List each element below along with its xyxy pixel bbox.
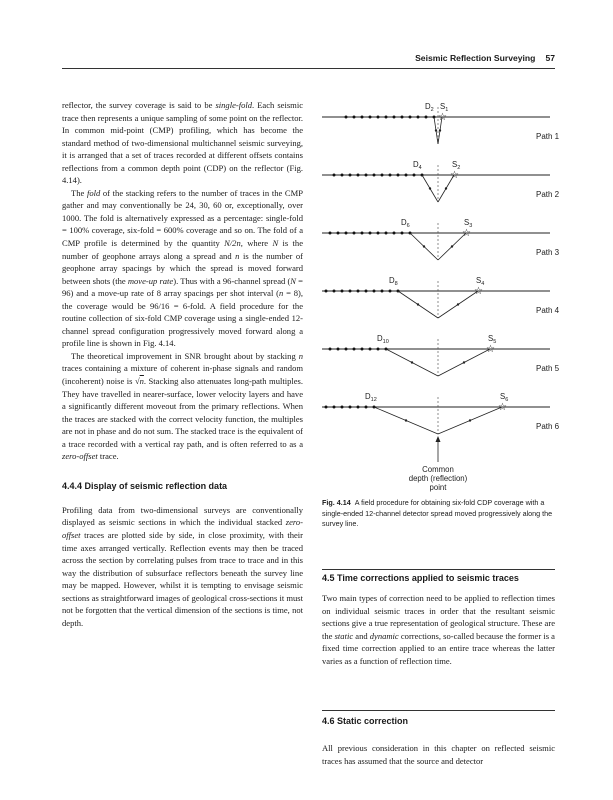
left-column (62, 99, 303, 629)
geophone-dot (401, 232, 404, 235)
section-heading-4-4-4: 4.4.4 Display of seismic reflection data (62, 480, 228, 491)
geophone-dot (357, 174, 360, 177)
geophone-dot (377, 116, 380, 119)
ray-arrow (405, 419, 407, 421)
common-point-label: point (429, 483, 447, 492)
geophone-dot (413, 174, 416, 177)
geophone-dot (373, 290, 376, 293)
source-star-icon: ☆ (486, 344, 495, 355)
detector-subscript: 8 (394, 281, 398, 287)
source-label: $S_4$ (476, 276, 485, 287)
detector-label: $D_{10}$ (377, 334, 389, 345)
detector-subscript: 2 (430, 107, 434, 113)
sqrt-symbol: √ (134, 376, 140, 387)
figure-id: Fig. 4.14 (322, 498, 351, 507)
source-subscript: 3 (469, 223, 473, 229)
page-number: 57 (545, 53, 555, 63)
geophone-dot (337, 348, 340, 351)
ray-arrow (451, 245, 453, 247)
paragraph-1: reflector, the survey coverage is said to be single-fold. Each seismic trace then represents a unique sampling of some point on the reflector. In common mid-point (CMP) profiling, which has become the standard method of two-dimensional multichannel seismic surveying, it is arranged that a set of traces recorded at different offsets contains reflections from a common depth point (CDP) on the reflector (Fig. 4.14). (62, 100, 303, 186)
ray-arrow (457, 303, 459, 305)
geophone-dot (425, 116, 428, 119)
geophone-dot (373, 174, 376, 177)
detector-subscript: 10 (382, 339, 389, 345)
detector-label: $D_4$ (413, 160, 422, 171)
geophone-dot (361, 116, 364, 119)
ray-arrow (429, 187, 431, 189)
source-star-icon: ☆ (474, 286, 483, 297)
paragraph-4-5: Two main types of correction need to be applied to reflection times on individual seismic traces in order that the resultant seismic sections give a true representation of geological structure. These are the static and dynamic corrections, so-called because the former is a fixed time correction applied to an entire trace whereas the latter varies as a function of reflection time. (322, 593, 555, 666)
geophone-dot (353, 348, 356, 351)
path-label: Path 3 (536, 248, 560, 257)
source-label: $S_5$ (488, 334, 497, 345)
geophone-dot (357, 290, 360, 293)
ray-arrow (435, 129, 437, 131)
geophone-dot (377, 232, 380, 235)
geophone-dot (381, 174, 384, 177)
geophone-dot (333, 290, 336, 293)
paragraph-4-6: All previous consideration in this chapter on reflected seismic traces has assumed that the source and detector (322, 743, 555, 766)
source-subscript: 4 (481, 281, 485, 287)
ray-arrow (411, 361, 413, 363)
geophone-dot (385, 232, 388, 235)
geophone-dot (369, 348, 372, 351)
source-subscript: 5 (493, 339, 497, 345)
geophone-dot (389, 174, 392, 177)
geophone-dot (377, 348, 380, 351)
source-star-icon: ☆ (450, 170, 459, 181)
geophone-dot (341, 406, 344, 409)
geophone-dot (357, 406, 360, 409)
paragraph-2: The fold of the stacking refers to the number of traces in the CMP gather and may conventionally be 24, 30, 60 or, exceptionally, over 1000. The fold is alternatively expressed as a percentage: single-fold = 100% coverage, six-fold = 600% coverage and so on. The fold of a CMP profile is determined by the quantity N/2n, where N is the number of geophone arrays along a spread and n is the number of geophone array spacings by which the spread is moved forward between shots (the move-up rate). Thus with a 96-channel spread (N = 96) and a move-up rate of 8 array spacings per shot interval (n = 8), the coverage would be 96/16 = 6-fold. A field procedure for the routine collection of six-fold CMP coverage using a single-ended 12-channel spread configuration progressively moved forward along a profile line is shown in Fig. 4.14. (62, 187, 304, 349)
ray-arrow (417, 303, 419, 305)
arrow-head-icon (436, 436, 441, 442)
path-label: Path 5 (536, 364, 560, 373)
common-point-label: depth (reflection) (408, 474, 468, 483)
geophone-dot (389, 290, 392, 293)
ray-arrow (423, 245, 425, 247)
geophone-dot (365, 406, 368, 409)
caption-text: A field procedure for obtaining six-fold CDP coverage with a single-ended 12-channel detector spread moved progressively along the survey line. (322, 498, 553, 528)
geophone-dot (361, 232, 364, 235)
geophone-dot (333, 174, 336, 177)
ray-arrow (445, 187, 447, 189)
source-star-icon: ☆ (438, 112, 447, 123)
ray-arrow (439, 129, 441, 131)
detector-label: $D_{12}$ (365, 392, 377, 403)
geophone-dot (385, 116, 388, 119)
geophone-dot (345, 232, 348, 235)
geophone-dot (337, 232, 340, 235)
paragraph-4: Profiling data from two-dimensional surveys are conventionally displayed as seismic sections in which the individual stacked zero-offset traces are plotted side by side, in close proximity, with their time axes arranged vertically. Reflection events may then be traced across the section by correlating pulses from trace to trace and in this way the distribution of subsurface reflectors beneath the survey line may be mapped. However, whilst it is tempting to envisage seismic sections as straightforward images of geological cross-sections it must not be forgotten that the vertical dimension of the sections is time, not depth. (62, 504, 303, 628)
geophone-dot (333, 406, 336, 409)
header-rule (62, 68, 555, 69)
geophone-dot (329, 348, 332, 351)
geophone-dot (417, 116, 420, 119)
paragraph-3: The theoretical improvement in SNR brought about by stacking n traces containing a mixture of coherent in-phase signals and random (incoherent) noise is √n. Stacking also attenuates long-path multiples. They have travelled in nearer-surface, lower velocity layers and have a significantly different moveout from the primary reflections. When the traces are stacked with the correct velocity function, the multiples are not in phase and do not sum. The stacked trace is the equivalent of a trace recorded with a vertical ray path, and is often referred to as a zero-offset trace. (62, 350, 303, 462)
ray-arrow (469, 419, 471, 421)
path-label: Path 2 (536, 190, 560, 199)
geophone-dot (369, 232, 372, 235)
geophone-dot (409, 116, 412, 119)
source-label: $S_6$ (500, 392, 509, 403)
running-head-title: Seismic Reflection Surveying (415, 53, 536, 63)
source-star-icon: ☆ (498, 402, 507, 413)
geophone-dot (325, 290, 328, 293)
geophone-dot (353, 232, 356, 235)
common-point-label: Common (422, 465, 454, 474)
geophone-dot (401, 116, 404, 119)
section-4-5-body (322, 592, 555, 667)
geophone-dot (365, 290, 368, 293)
source-subscript: 6 (505, 397, 509, 403)
section-heading-4-6: 4.6 Static correction (322, 716, 409, 726)
running-head (62, 53, 555, 67)
source-subscript: 2 (457, 165, 461, 171)
geophone-dot (381, 290, 384, 293)
geophone-dot (353, 116, 356, 119)
source-label: $S_2$ (452, 160, 461, 171)
geophone-dot (397, 174, 400, 177)
detector-subscript: 4 (418, 165, 422, 171)
source-label: $S_3$ (464, 218, 473, 229)
figure-caption (322, 498, 555, 530)
source-subscript: 1 (445, 107, 449, 113)
path-label: Path 1 (536, 132, 560, 141)
section-rule-4-5 (322, 569, 555, 570)
geophone-dot (349, 406, 352, 409)
detector-label: $D_2$ (425, 102, 434, 113)
section-rule-4-6 (322, 710, 555, 711)
geophone-dot (325, 406, 328, 409)
detector-subscript: 12 (370, 397, 377, 403)
geophone-dot (369, 116, 372, 119)
geophone-dot (393, 232, 396, 235)
geophone-dot (341, 174, 344, 177)
geophone-dot (345, 348, 348, 351)
geophone-dot (349, 290, 352, 293)
figure-4-14 (322, 98, 560, 493)
section-heading-4-5: 4.5 Time corrections applied to seismic traces (322, 573, 519, 583)
source-star-icon: ☆ (462, 228, 471, 239)
geophone-dot (365, 174, 368, 177)
detector-subscript: 6 (406, 223, 410, 229)
geophone-dot (345, 116, 348, 119)
path-label: Path 6 (536, 422, 560, 431)
cdp-diagram (322, 98, 560, 493)
source-label: $S_1$ (440, 102, 449, 113)
geophone-dot (361, 348, 364, 351)
geophone-dot (393, 116, 396, 119)
detector-label: $D_6$ (401, 218, 410, 229)
path-label: Path 4 (536, 306, 560, 315)
detector-label: $D_8$ (389, 276, 398, 287)
geophone-dot (349, 174, 352, 177)
ray-arrow (463, 361, 465, 363)
geophone-dot (341, 290, 344, 293)
geophone-dot (329, 232, 332, 235)
geophone-dot (405, 174, 408, 177)
section-4-6-body (322, 742, 555, 767)
